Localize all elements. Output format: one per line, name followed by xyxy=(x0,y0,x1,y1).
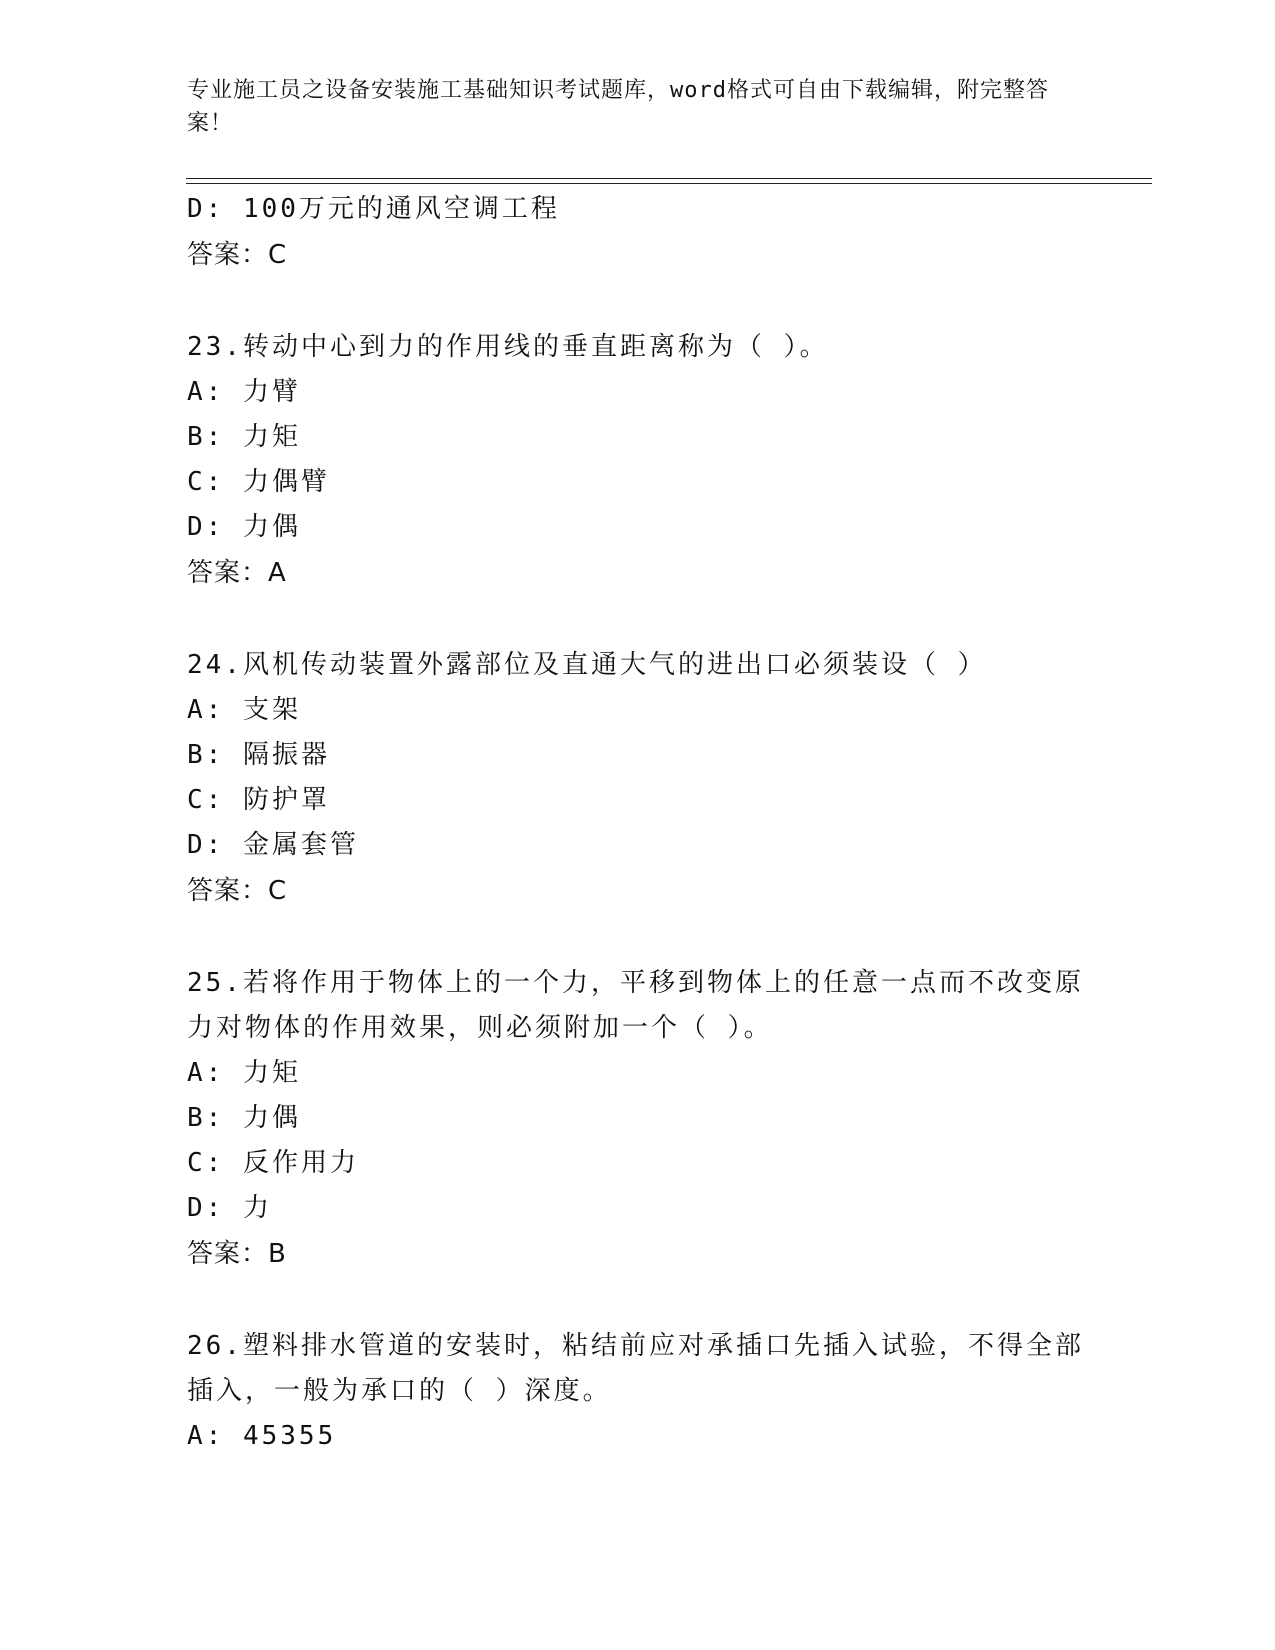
question-line: 25.若将作用于物体上的一个力，平移到物体上的任意一点而不改变原 xyxy=(187,968,1084,998)
option-line: B: 隔振器 xyxy=(187,740,330,770)
option-line: A: 支架 xyxy=(187,695,301,725)
option-line: C: 反作用力 xyxy=(187,1148,359,1178)
header-divider-bottom xyxy=(186,183,1152,184)
option-line: B: 力矩 xyxy=(187,422,301,452)
option-line: D: 100万元的通风空调工程 xyxy=(187,194,560,224)
answer-line: 答案：C xyxy=(187,876,288,906)
question-line: 23.转动中心到力的作用线的垂直距离称为（ ）。 xyxy=(187,332,829,362)
option-line: D: 力 xyxy=(187,1193,272,1223)
option-line: B: 力偶 xyxy=(187,1103,301,1133)
option-line: D: 力偶 xyxy=(187,512,301,542)
option-line: C: 防护罩 xyxy=(187,785,330,815)
option-line: D: 金属套管 xyxy=(187,830,359,860)
question-line: 插入，一般为承口的（ ）深度。 xyxy=(187,1376,612,1406)
header-divider-top xyxy=(186,178,1152,179)
option-line: A: 45355 xyxy=(187,1421,337,1451)
option-line: A: 力臂 xyxy=(187,377,301,407)
question-line: 26.塑料排水管道的安装时，粘结前应对承插口先插入试验，不得全部 xyxy=(187,1331,1084,1361)
answer-line: 答案：C xyxy=(187,240,288,270)
option-line: A: 力矩 xyxy=(187,1058,301,1088)
answer-line: 答案：B xyxy=(187,1239,287,1269)
question-line: 24.风机传动装置外露部位及直通大气的进出口必须装设（ ） xyxy=(187,650,987,680)
header-text: 专业施工员之设备安装施工基础知识考试题库，word格式可自由下载编辑，附完整答案！ xyxy=(187,78,1049,136)
question-line: 力对物体的作用效果，则必须附加一个（ ）。 xyxy=(187,1013,773,1043)
document-header xyxy=(187,74,1067,140)
option-line: C: 力偶臂 xyxy=(187,467,330,497)
answer-line: 答案：A xyxy=(187,558,287,588)
